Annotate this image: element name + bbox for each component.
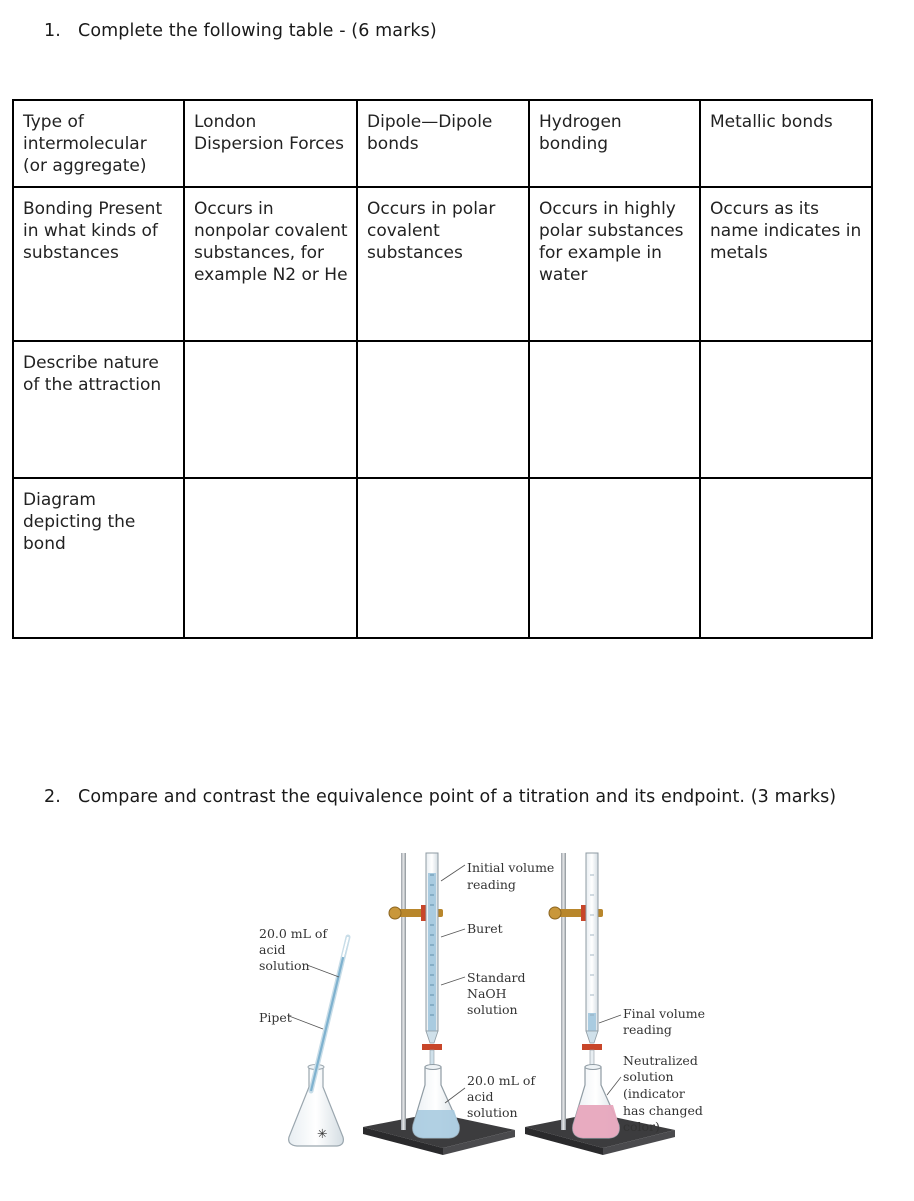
question-1 bbox=[44, 21, 437, 41]
label-buret: Buret bbox=[467, 921, 503, 936]
question-2-number: 2. bbox=[44, 787, 61, 807]
table-row-diagram bbox=[13, 478, 872, 638]
table-cell: Occurs in polar covalent substances bbox=[357, 187, 529, 341]
question-1-number: 1. bbox=[44, 21, 61, 41]
answer-cell[interactable] bbox=[700, 341, 872, 478]
label-neutralized-solution: Neutralized solution (indicator has changed color) bbox=[623, 1053, 703, 1134]
label-standard-naoh: Standard NaOH solution bbox=[467, 970, 526, 1017]
table-cell: Dipole—Dipole bonds bbox=[357, 100, 529, 187]
table-row-header bbox=[13, 100, 872, 187]
question-2-text: Compare and contrast the equivalence point of a titration and its endpoint. (3 marks) bbox=[78, 787, 837, 807]
label-acid-pipet: 20.0 mL of acid solution bbox=[259, 926, 328, 973]
answer-cell[interactable] bbox=[700, 478, 872, 638]
buret-initial bbox=[422, 853, 442, 1068]
label-acid-flask: 20.0 mL of acid solution bbox=[467, 1073, 536, 1120]
table-cell: Hydrogen bonding bbox=[529, 100, 700, 187]
erlenmeyer-flask-acid bbox=[413, 1065, 460, 1139]
table-cell: Occurs in nonpolar covalent substances, for example N2 or He bbox=[184, 187, 357, 341]
table-row-attraction bbox=[13, 341, 872, 478]
intermolecular-forces-table bbox=[12, 99, 873, 639]
buret-final bbox=[582, 853, 602, 1068]
titration-illustration bbox=[245, 845, 705, 1175]
stopcock bbox=[582, 1044, 602, 1050]
question-1-text: Complete the following table - (6 marks) bbox=[78, 21, 437, 41]
table-row-substances bbox=[13, 187, 872, 341]
stand-rod bbox=[401, 853, 406, 1130]
table-cell: Describe nature of the attraction bbox=[13, 341, 184, 478]
table-cell: Bonding Present in what kinds of substances bbox=[13, 187, 184, 341]
answer-cell[interactable] bbox=[357, 478, 529, 638]
table-cell: London Dispersion Forces bbox=[184, 100, 357, 187]
question-2 bbox=[44, 787, 836, 807]
stand-rod bbox=[561, 853, 566, 1130]
stopcock bbox=[422, 1044, 442, 1050]
sparkle-icon: ✳ bbox=[317, 1126, 328, 1141]
label-final-volume: Final volume reading bbox=[623, 1006, 705, 1037]
pipet bbox=[311, 937, 348, 1091]
table-cell: Diagram depicting the bond bbox=[13, 478, 184, 638]
answer-cell[interactable] bbox=[184, 478, 357, 638]
answer-cell[interactable] bbox=[357, 341, 529, 478]
table-cell: Type of intermolecular (or aggregate) bbox=[13, 100, 184, 187]
label-initial-volume: Initial volume reading bbox=[467, 860, 555, 892]
table-cell: Occurs as its name indicates in metals bbox=[700, 187, 872, 341]
label-pipet: Pipet bbox=[259, 1010, 292, 1025]
table-cell: Occurs in highly polar substances for example in water bbox=[529, 187, 700, 341]
erlenmeyer-flask-neutralized bbox=[573, 1065, 620, 1139]
answer-cell[interactable] bbox=[529, 341, 700, 478]
answer-cell[interactable] bbox=[529, 478, 700, 638]
table-cell: Metallic bonds bbox=[700, 100, 872, 187]
answer-cell[interactable] bbox=[184, 341, 357, 478]
